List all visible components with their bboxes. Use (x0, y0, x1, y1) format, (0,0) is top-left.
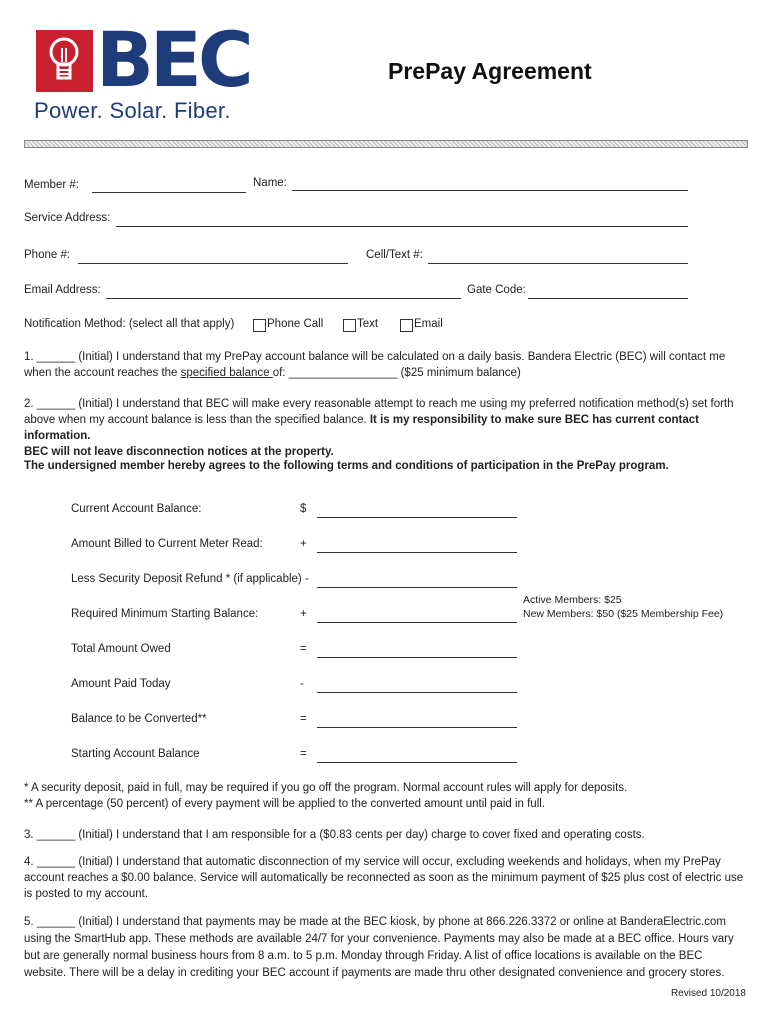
calc-operator: + (300, 538, 307, 550)
phone-label: Phone #: (24, 249, 71, 261)
name-label: Name: (253, 177, 287, 189)
email-option-label: Email (414, 318, 443, 330)
calc-label: Total Amount Owed (71, 643, 171, 655)
calc-amount-input[interactable] (317, 762, 517, 763)
bec-logo-text: BEC (96, 15, 250, 104)
cell-input[interactable] (428, 263, 688, 264)
calc-label: Required Minimum Starting Balance: (71, 608, 259, 620)
email-input[interactable] (106, 298, 461, 299)
calc-operator: = (300, 643, 307, 655)
calc-operator: $ (300, 503, 307, 515)
clause-1: 1. ______ (Initial) I understand that my PrePay account balance will be calculated on a daily basis. Bandera Electric (BEC) will contact me when the account reaches the specified balance of: _________________ ($25 minimum balance) (24, 351, 726, 379)
email-label: Email Address: (24, 284, 101, 296)
calc-amount-input[interactable] (317, 622, 517, 623)
calc-operator: = (300, 748, 307, 760)
notification-label: Notification Method: (select all that apply) (24, 318, 235, 330)
revised-date: Revised 10/2018 (670, 988, 746, 999)
service-address-label: Service Address: (24, 212, 111, 224)
calc-label: Amount Billed to Current Meter Read: (71, 538, 263, 550)
gate-label: Gate Code: (467, 284, 526, 296)
bulb-logo (36, 30, 93, 92)
gate-input[interactable] (528, 298, 688, 299)
phone-input[interactable] (78, 263, 348, 264)
calc-label: Amount Paid Today (71, 678, 171, 690)
service-address-input[interactable] (116, 226, 688, 227)
calc-amount-input[interactable] (317, 517, 517, 518)
clause-4: 4. ______ (Initial) I understand that automatic disconnection of my service will occur, excluding weekends and holidays, when my PrePay account reaches a $0.00 balance. Service will automatically be reconnected as soon as the minimum payment of $25 plus cost of electric use is posted to my account. (24, 856, 744, 900)
calc-amount-input[interactable] (317, 727, 517, 728)
text-label: Text (357, 318, 379, 330)
calc-amount-input[interactable] (317, 552, 517, 553)
phone-call-label: Phone Call (267, 318, 324, 330)
agreement-statement: The undersigned member hereby agrees to the following terms and conditions of participation in the PrePay program. (24, 460, 669, 472)
calc-amount-input[interactable] (317, 587, 517, 588)
calc-label: Less Security Deposit Refund * (if applicable) - (71, 573, 309, 585)
clause-5: 5. ______ (Initial) I understand that payments may be made at the BEC kiosk, by phone at 866.226.3372 or online at BanderaElectric.com using the SmartHub app. These methods are available 24/7 for your convenience. Payments may also be made at a BEC office. Hours vary but are generally normal business hours from 8 a.m. to 5 p.m. Monday through Friday. A list of office locations is available on the BEC website. There will be a delay in crediting your BEC account if payments are made thru other designated convenience and grocery stores. (24, 916, 734, 979)
calc-operator: - (300, 678, 304, 690)
text-checkbox[interactable] (343, 319, 356, 332)
calc-label: Current Account Balance: (71, 503, 202, 515)
member-label: Member #: (24, 179, 79, 191)
new-members-note: New Members: $50 ($25 Membership Fee) (523, 608, 724, 620)
footnotes: * A security deposit, paid in full, may be required if you go off the program. Normal account rules will apply for deposits. ** A percentage (50 percent) of every payment will be applied to the converted amount until paid in full. (24, 782, 628, 810)
calc-amount-input[interactable] (317, 692, 517, 693)
email-checkbox[interactable] (400, 319, 413, 332)
name-input[interactable] (292, 190, 688, 191)
calc-amount-input[interactable] (317, 657, 517, 658)
page-title: PrePay Agreement (388, 58, 592, 84)
phone-call-checkbox[interactable] (253, 319, 266, 332)
active-members-note: Active Members: $25 (523, 594, 622, 606)
tagline: Power. Solar. Fiber. (34, 98, 231, 123)
calc-operator: + (300, 608, 307, 620)
cell-label: Cell/Text #: (366, 249, 423, 261)
calc-label: Starting Account Balance (71, 748, 200, 760)
header-divider (24, 140, 748, 148)
calc-label: Balance to be Converted** (71, 713, 207, 725)
clause-3: 3. ______ (Initial) I understand that I am responsible for a ($0.83 cents per day) charge to cover fixed and operating costs. (24, 829, 645, 841)
member-input[interactable] (92, 192, 246, 193)
calc-operator: = (300, 713, 307, 725)
clause-2: 2. ______ (Initial) I understand that BEC will make every reasonable attempt to reach me using my preferred notification method(s) set forth above when my account balance is less than the specified balance. It is my responsibility to make sure BEC has current contact information. BEC will not leave disconnection notices at the property. (24, 398, 734, 458)
